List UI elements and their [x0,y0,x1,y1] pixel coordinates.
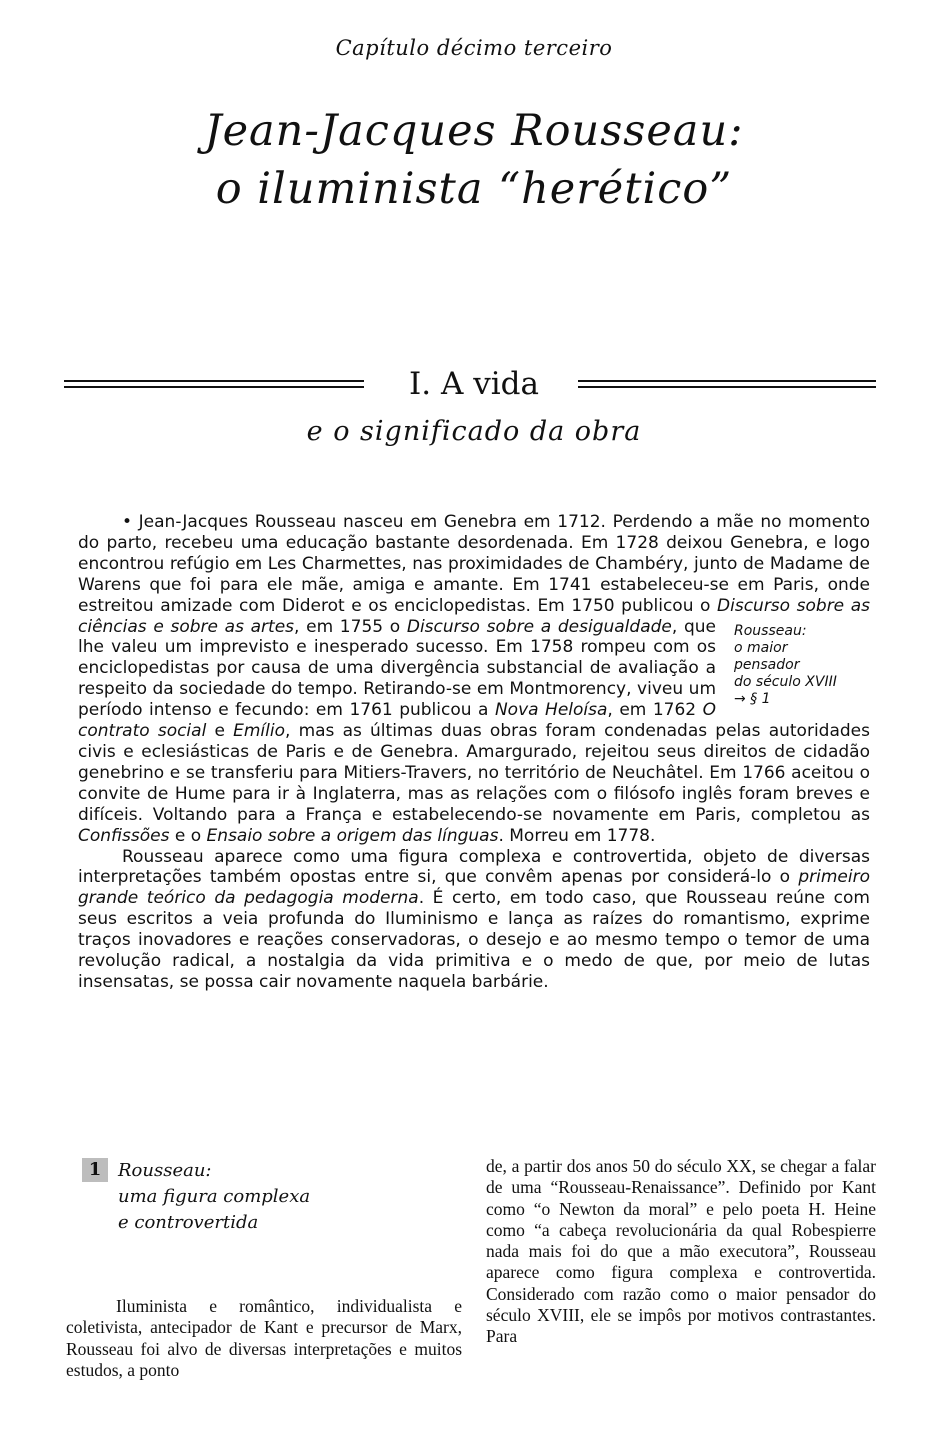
body-paragraph: Iluminista e romântico, individualista e coletivista, antecipador de Kant e precursor de Marx, Rousseau foi alvo de diversas interpretações e muitos estudos, a ponto [66,1296,462,1380]
cross-reference-link[interactable]: → § 1 [734,690,771,707]
section-heading-row [64,362,876,406]
chapter-label: Capítulo décimo terceiro [335,36,613,60]
body-paragraph: de, a partir dos anos 50 do século XX, se chegar a falar de uma “Rousseau-Renaissance”. Definido por Kant como “o Newton da moral” e pelo poeta H. Heine como “a cabeça revolucionária da qual Robespierre nada mais foi do que a mão executora”, Rousseau aparece como figura complexa e controvertida. Considerado com razão como o maior pensador do século XVIII, ele se impôs por motivos contrastantes. Para [486,1156,876,1347]
summary-paragraph-1: • Jean-Jacques Rousseau nasceu em Genebra em 1712. Perdendo a mãe no momento do parto, recebeu uma educação bastante desordenada. Em 1728 deixou Genebra, e logo encontrou refúgio em Les Charmettes, nas proximidades de Chambéry, junto de Madame de Warens que foi para ele mãe, amiga e amante. Em 1741 estabeleceu-se em Paris, onde estreitou amizade com Diderot e os enciclopedistas. Em 1750 publicou o Discurso sobre as ciências e sobre as artes, em 1755 o Discurso sobre a desigualdade Rousseau: o maior pensador do século XVIII → § 1 , que lhe valeu um imprevisto e inesperado sucesso. Em 1758 rompeu com os enciclopedistas por causa de uma divergência substancial de avaliação a respeito da sociedade do tempo. Retirando-se em Montmorency, viveu um período intenso e fecundo: em 1761 publicou a Nova Heloísa, em 1762 O contrato social e Emílio, mas as últimas duas obras foram condenadas pelas autoridades civis e eclesiásticas de Paris e de Genebra. Amargurado, rejeitou seus direitos de cidadão genebrino e se transferiu para Mitiers-Travers, no território de Neuchâtel. Em 1766 aceitou o convite de Hume para ir à Inglaterra, mas as relações com o filósofo inglês foram breves e difíceis. Voltando para a França e estabelecendo-se novamente em Paris, completou as Confissões e o Ensaio sobre a origem das línguas. Morreu em 1778. [78,512,870,846]
subsection-heading [82,1158,462,1236]
section-subheading: e o significado da obra [306,416,642,447]
work-title: Discurso sobre as ciências e sobre as artes [78,595,870,637]
emphasis-text: primeiro grande teórico da pedagogia moderna [78,867,870,909]
decorative-rule-left [64,380,364,388]
subsection-title-line-1: Rousseau: [118,1160,212,1181]
decorative-rule-right [578,380,876,388]
section-heading: I. A vida [409,366,539,402]
work-title: Nova Heloísa [494,700,608,721]
chapter-title [0,102,948,218]
subsection-number: 1 [82,1158,108,1182]
body-column-left [66,1296,462,1381]
work-title: O contrato social [78,700,716,742]
subsection-title-line-2: uma figura complexa [118,1186,311,1207]
subsection-title-line-3: e controvertida [118,1212,259,1233]
summary-paragraph-2: Rousseau aparece como uma figura complexa e controvertida, objeto de diversas interpretações também opostas entre si, que convêm apenas por considerá-lo o primeiro grande teórico da pedagogia moderna. É certo, em todo caso, que Rousseau reúne com seus escritos a veia profunda do Iluminismo e lança as raízes do romantismo, exprime traços inovadores e reações conservadoras, o desejo e ao mesmo tempo o temor de uma revolução radical, a nostalgia da vida primitiva e o medo de que, por meio de lutas insensatas, se possa cair novamente naquela barbárie. [78,846,870,992]
work-title: Emílio [233,721,285,742]
body-column-right [486,1156,876,1348]
margin-note: Rousseau: o maior pensador do século XVIII → § 1 [734,623,870,708]
work-title: Discurso sobre a desigualdade [406,616,672,637]
work-title: Ensaio sobre a origem das línguas [206,825,499,846]
chapter-title-line-2: o iluminista “herético” [215,164,733,214]
work-title: Confissões [78,825,170,846]
chapter-summary [78,512,870,993]
chapter-title-line-1: Jean-Jacques Rousseau: [204,106,744,156]
